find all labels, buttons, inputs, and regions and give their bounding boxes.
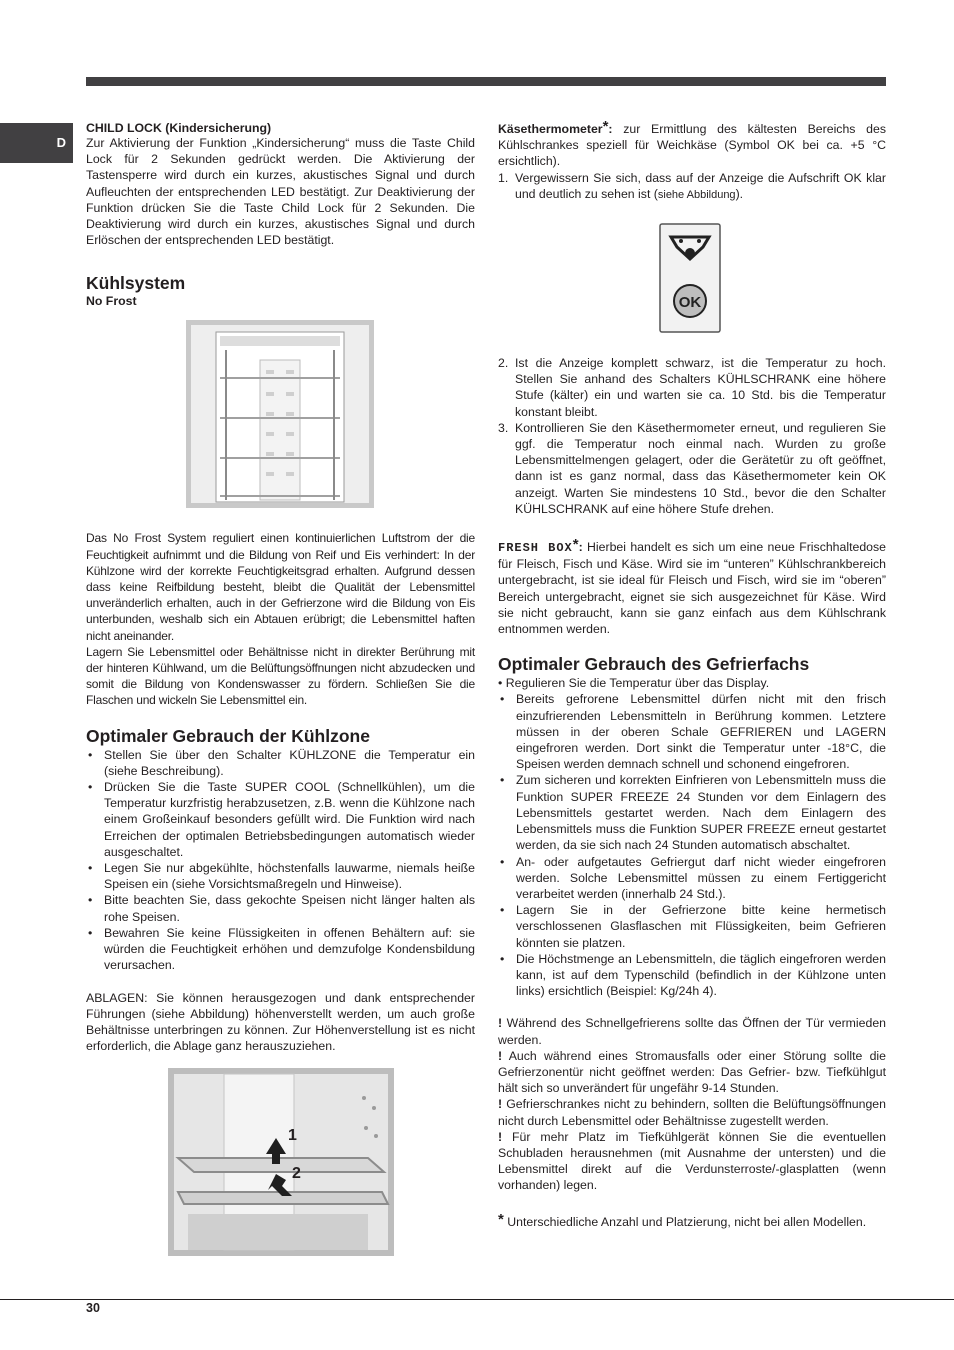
warning-3: ! Gefrierschrankes nicht zu behindern, sollten die Belüftungsöffnungen nicht durch Lebensmittel oder Behältnisse zugestellt werden.	[498, 1097, 886, 1128]
language-tab: D	[0, 123, 73, 163]
figure-label-2: 2	[292, 1165, 301, 1183]
kuhlzone-heading: Optimaler Gebrauch der Kühlzone	[86, 725, 370, 746]
no-frost-label: No Frost	[86, 294, 137, 309]
footnote-star: *	[498, 1210, 504, 1228]
list-item: • Bewahren Sie keine Flüssigkeiten in offenen Behältern auf: sie würden die Feuchtigkeit erhöhen und demzufolge Kondensbildung verursachen.	[86, 925, 475, 974]
list-item: 2. Ist die Anzeige komplett schwarz, ist die Temperatur zu hoch. Stellen Sie anhand des Schalters KÜHLSCHRANK eine höhere Stufe (kälter) ein und warten sie ca. 10 Std. bis die Temperatur konstant bleibt.	[498, 356, 886, 419]
list-item: • Bitte beachten Sie, dass gekochte Speisen nicht länger halten als rohe Speisen.	[86, 892, 475, 924]
list-item: • Drücken Sie die Taste SUPER COOL (Schnellkühlen), um die Temperatur kurzfristig herabzusetzen, z.B. wenn die Kühlzone nach einem Großeinkauf besonders gefüllt wird. Die Funktion wird nach Erreichen der optimalen Betriebsbedingungen automatisch wieder ausgeschaltet.	[86, 779, 475, 860]
ablagen-text: ABLAGEN: Sie können herausgezogen und dank entsprechender Führungen (siehe Abbildung) höhenverstellt werden, um auch große Behältnisse unterbringen zu können. Zur Höhenverstellung ist es nicht erforderlich, die Ablage ganz herauszuziehen.	[86, 990, 475, 1054]
kuhlsystem-heading: Kühlsystem	[86, 273, 186, 294]
freezer-first-item: • Regulieren Sie die Temperatur über das Display.	[498, 676, 770, 691]
freezer-list	[498, 691, 886, 999]
list-item: • Bereits gefrorene Lebensmittel dürfen nicht mit den frisch einzufrierenden Lebensmitteln in Berührung kommen. Letztere müssen in der oberen Schale GEFRIEREN und LAGERN eingefroren werden. Dort sinkt die Temperatur unter -18°C, die Speisen werden demnach schnell und schonend eingefroren.	[498, 691, 886, 772]
left-column	[86, 121, 475, 1256]
cheese-colon: :	[608, 122, 613, 136]
no-frost-text: Das No Frost System reguliert einen kontinuierlichen Luftstrom der die Feuchtigkeit aufnimmt und die Bildung von Reif und Eis verhindert: In der Kühlzone wird der korrekte Feuchtigkeitsgrad erhalten. Aufgrund dessen dass keine Reifbildung besteht, bleibt die Qualität der Lebensmittel unveränderlich erhalten, auch in der Gefrierzone wird die Bildung von Eis unterbunden, weshalb sich ein Abtauen erübrigt; die Lebensmittel haften nicht aneinander.	[86, 531, 475, 643]
cheese-steps-continued	[498, 355, 886, 517]
child-lock-text: Zur Aktivierung der Funktion „Kindersicherung“ muss die Taste Child Lock für 2 Sekunden gedrückt werden. Die Aktivierung der Tastensperre wird durch ein kurzes, akustisches Signal und durch Aufleuchten der entsprechenden LED bestätigt. Zur Deaktivierung der Funktion drücken Sie die Taste Child Lock für 2 Sekunden. Die Deaktivierung wird durch ein kurzes, akustisches Signal und durch Erlöschen der entsprechenden LED bestätigt.	[86, 136, 475, 248]
cheese-thermometer-paragraph	[498, 118, 886, 170]
list-item: 1. Vergewissern Sie sich, dass auf der Anzeige die Aufschrift OK klar und deutlich zu sehen ist (siehe Abbildung).	[498, 170, 886, 201]
storage-text: Lagern Sie Lebensmittel oder Behältnisse nicht in direkter Berührung mit der hinteren Kühlwand, um die Belüftungsöffnungen nicht abzudecken und somit die Bildung von Kondenswasser zu fördern. Schließen Sie die Flaschen und wickeln Sie Lebensmittel ein.	[86, 644, 475, 708]
shelf-adjustment-image	[168, 1068, 394, 1256]
cheese-steps	[498, 170, 886, 203]
child-lock-title: CHILD LOCK (Kindersicherung)	[86, 121, 272, 135]
list-item: 3. Kontrollieren Sie den Käsethermometer erneut, und regulieren Sie ggf. die Temperatur noch einmal nach. Wurden zu große Lebensmittelmengen gelagert, oder die Gerätetür zu oft geöffnet, dann ist es ganz normal, dass das Käsethermometer kein OK anzeigt. Warten Sie mindestens 10 Std., bevor die den Schalter KÜHLSCHRANK auf eine höhere Stufe drehen.	[498, 420, 886, 516]
list-item: • Die Höchstmenge an Lebensmitteln, die täglich eingefroren werden kann, ist auf dem Typenschild (befindlich in der Kühlzone unten links) ersichtlich (Beispiel: Kg/24h 4).	[498, 951, 886, 1000]
cheese-star: *	[602, 118, 609, 135]
warning-1: ! Während des Schnellgefrierens sollte das Öffnen der Tür vermieden werden.	[498, 1016, 887, 1047]
footer-rule	[0, 1299, 954, 1300]
right-column	[498, 118, 887, 1230]
kuhlzone-list	[86, 747, 475, 974]
list-item: • Zum sicheren und korrekten Einfrieren von Lebensmitteln muss die Funktion SUPER FREEZE 24 Stunden vor dem Einlagern des Lebensmittels gestartet werden. Nach dem Einlagern des Lebensmittels muss die Funktion SUPER FREEZE erneut gestartet werden, da sie sich nach 24 Stunden automatisch abschaltet.	[498, 772, 886, 853]
warning-2: ! Auch während eines Stromausfalls oder einer Störung sollte die Gefrierzonentür nicht geöffnet werden: Das Gefrier- bzw. Tiefkühlgut hält sich so unverändert für ungefähr 9-14 Stunden.	[498, 1048, 886, 1096]
list-item: • An- oder aufgetautes Gefriergut darf nicht wieder eingefroren werden. Solche Lebensmittel müssen zu einem Fertiggericht verarbeitet werden (innerhalb 24 Std.).	[498, 854, 886, 903]
list-item: • Legen Sie nur abgekühlte, höchstenfalls lauwarme, niemals heiße Speisen ein (siehe Vorsichtsmaßregeln und Hinweise).	[86, 860, 475, 892]
footnote	[498, 1210, 886, 1230]
freezer-heading: Optimaler Gebrauch des Gefrierfachs	[498, 654, 810, 675]
fresh-box-colon: :	[578, 540, 583, 555]
fresh-box-title: FRESH BOX	[498, 541, 573, 556]
cheese-thermometer-text: zur Ermittlung des kältesten Bereichs des Kühlschrankes speziell für Weichkäse (Symbol OK bei ca. +5 °C ersichtlich).	[498, 122, 886, 169]
header-bar	[86, 77, 886, 86]
list-item: • Lagern Sie in der Gefrierzone bitte keine hermetisch verschlossenen Glasflaschen mit Flüssigkeiten, beim Gefrieren könnten sie platzen.	[498, 902, 886, 951]
list-item: • Stellen Sie über den Schalter KÜHLZONE die Temperatur ein (siehe Beschreibung).	[86, 747, 475, 779]
ok-indicator: OK	[678, 294, 702, 312]
cheese-thermometer-title: Käsethermometer	[498, 122, 603, 136]
no-frost-fridge-image	[186, 320, 374, 508]
figure-label-1: 1	[288, 1127, 297, 1145]
warning-4: ! Für mehr Platz im Tiefkühlgerät können Sie die eventuellen Schubladen herausnehmen (mit Ausnahme der untersten) und die Lebensmittel direkt auf die Verdunsterroste/-glasplatten (wenn vorhanden) legen.	[498, 1129, 886, 1193]
page-number: 30	[86, 1301, 100, 1315]
fresh-box-text: Hierbei handelt es sich um eine neue Frischhaltedose für Fleisch, Fisch und Käse. Wird sie im “unteren” Kühlschrankbereich untergebracht, ist sie ideal für Fleisch und Fisch, wird sie im “oberen” Bereich untergebracht, eignet sie sich ausgezeichnet für Käse. Wird sie nicht gebraucht, kann sie ganz einfach aus dem Kühlschrank entnommen werden.	[498, 540, 887, 637]
cheese-thermometer-image	[659, 223, 721, 333]
fresh-box-paragraph	[498, 536, 887, 637]
footnote-text: Unterschiedliche Anzahl und Platzierung, nicht bei allen Modellen.	[507, 1214, 867, 1229]
fresh-box-star: *	[572, 536, 579, 554]
